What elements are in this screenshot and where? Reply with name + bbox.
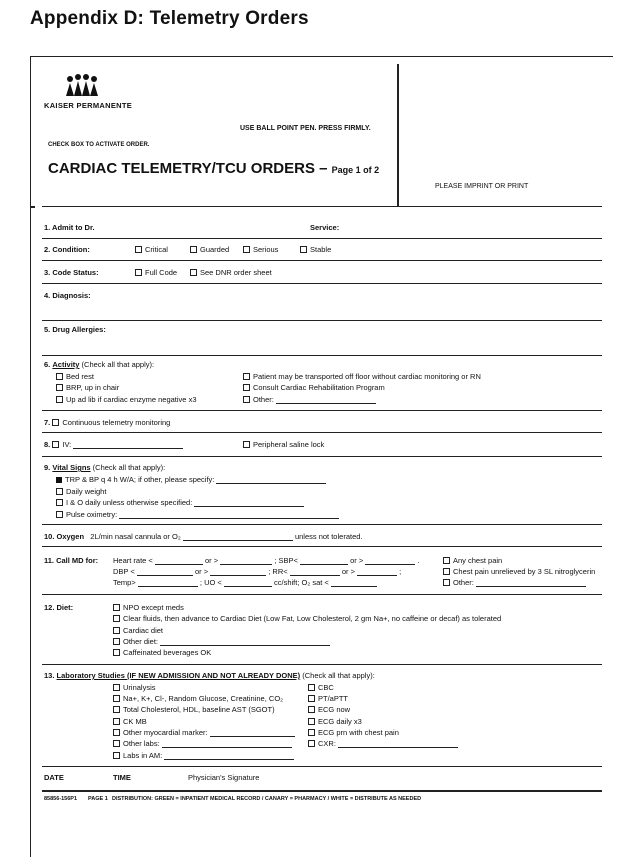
kaiser-logo-icon bbox=[62, 74, 102, 96]
diet-caffeine[interactable]: Caffeinated beverages OK bbox=[113, 648, 211, 657]
s4-label: 4. Diagnosis: bbox=[44, 291, 91, 300]
call-md-chest-pain[interactable]: Any chest pain bbox=[443, 556, 502, 565]
code-full[interactable]: Full Code bbox=[135, 268, 177, 277]
lab-lytes[interactable]: Na+, K+, Cl-, Random Glucose, Creatinine, CO₂ bbox=[113, 694, 283, 703]
rule bbox=[42, 432, 602, 433]
s11-label: 11. Call MD for: bbox=[44, 556, 99, 565]
rule bbox=[42, 790, 602, 792]
appendix-title: Appendix D: Telemetry Orders bbox=[30, 8, 309, 29]
s3-label: 3. Code Status: bbox=[44, 268, 99, 277]
diet-npo[interactable]: NPO except meds bbox=[113, 603, 184, 612]
footer-page: PAGE 1 bbox=[88, 796, 108, 802]
code-dnr[interactable]: See DNR order sheet bbox=[190, 268, 272, 277]
rule bbox=[42, 283, 602, 284]
s11-row1: Heart rate < or > ; SBP< or > . bbox=[113, 556, 420, 565]
rule bbox=[42, 410, 602, 411]
side-tick bbox=[30, 206, 35, 208]
activity-transport[interactable]: Patient may be transported off floor without cardiac monitoring or RN bbox=[243, 372, 481, 381]
lab-ck-mb[interactable]: CK MB bbox=[113, 717, 147, 726]
condition-stable[interactable]: Stable bbox=[300, 245, 331, 254]
s13-header: 13. Laboratory Studies (IF NEW ADMISSION AND NOT ALREADY DONE) (Check all that apply): bbox=[44, 671, 375, 680]
footer-form-code: 85856-156P1 bbox=[44, 796, 78, 802]
s8-saline-lock[interactable]: Peripheral saline lock bbox=[243, 440, 324, 449]
activity-ad-lib[interactable]: Up ad lib if cardiac enzyme negative x3 bbox=[56, 395, 197, 404]
diet-other[interactable]: Other diet: bbox=[113, 637, 330, 646]
call-md-unrelieved[interactable]: Chest pain unrelieved by 3 SL nitroglycerin bbox=[443, 567, 595, 576]
pen-instruction: USE BALL POINT PEN. PRESS FIRMLY. bbox=[240, 125, 371, 132]
title-dash: – bbox=[319, 160, 328, 177]
activity-bed-rest[interactable]: Bed rest bbox=[56, 372, 94, 381]
footer-signature: Physician's Signature bbox=[188, 773, 260, 782]
rule bbox=[42, 664, 602, 665]
condition-serious[interactable]: Serious bbox=[243, 245, 278, 254]
vitals-io[interactable]: I & O daily unless otherwise specified: bbox=[56, 498, 304, 507]
lab-ecg-now[interactable]: ECG now bbox=[308, 705, 350, 714]
s1-label: 1. Admit to Dr. bbox=[44, 223, 95, 232]
s12-label: 12. Diet: bbox=[44, 603, 74, 612]
activity-other[interactable]: Other: bbox=[243, 395, 376, 404]
rule bbox=[42, 238, 602, 239]
rule bbox=[42, 594, 602, 595]
condition-critical[interactable]: Critical bbox=[135, 245, 168, 254]
rule bbox=[42, 320, 602, 321]
imprint-label: PLEASE IMPRINT OR PRINT bbox=[435, 183, 529, 190]
condition-guarded[interactable]: Guarded bbox=[190, 245, 229, 254]
rule bbox=[42, 206, 602, 207]
s11-row2: DBP < or > ; RR< or > ; bbox=[113, 567, 402, 576]
check-instruction: CHECK BOX TO ACTIVATE ORDER. bbox=[48, 142, 150, 148]
s9-header: 9. Vital Signs (Check all that apply): bbox=[44, 463, 166, 472]
s6-header: 6. Activity (Check all that apply): bbox=[44, 360, 155, 369]
call-md-other[interactable]: Other: bbox=[443, 578, 586, 587]
footer-date: DATE bbox=[44, 773, 64, 782]
org-name: KAISER PERMANENTE bbox=[44, 101, 133, 110]
vitals-weight[interactable]: Daily weight bbox=[56, 487, 106, 496]
lab-other-marker[interactable]: Other myocardial marker: bbox=[113, 728, 295, 737]
lab-cbc[interactable]: CBC bbox=[308, 683, 334, 692]
s5-label: 5. Drug Allergies: bbox=[44, 325, 106, 334]
lab-ecg-daily[interactable]: ECG daily x3 bbox=[308, 717, 362, 726]
lab-pt[interactable]: PT/aPTT bbox=[308, 694, 348, 703]
title-text: CARDIAC TELEMETRY/TCU ORDERS bbox=[48, 160, 315, 177]
header-divider bbox=[397, 64, 399, 206]
diet-cardiac[interactable]: Cardiac diet bbox=[113, 626, 163, 635]
page-label: Page 1 of 2 bbox=[331, 165, 380, 175]
s10-oxygen: 10. Oxygen 2L/min nasal cannula or O₂ unless not tolerated. bbox=[44, 532, 363, 541]
s2-label: 2. Condition: bbox=[44, 245, 90, 254]
rule bbox=[42, 546, 602, 547]
rule bbox=[42, 456, 602, 457]
s8-iv[interactable]: 8. IV: bbox=[44, 440, 183, 449]
rule bbox=[42, 524, 602, 525]
rule bbox=[42, 766, 602, 767]
lab-am[interactable]: Labs in AM: bbox=[113, 751, 294, 760]
vitals-pulse-ox[interactable]: Pulse oximetry: bbox=[56, 510, 339, 519]
lab-other-labs[interactable]: Other labs: bbox=[113, 739, 292, 748]
s11-row3: Temp> ; UO < cc/shift; O₂ sat < bbox=[113, 578, 377, 587]
vitals-trp[interactable]: TRP & BP q 4 h W/A; if other, please specify: bbox=[56, 475, 326, 484]
lab-urinalysis[interactable]: Urinalysis bbox=[113, 683, 156, 692]
lab-ecg-prn[interactable]: ECG prn with chest pain bbox=[308, 728, 399, 737]
rule bbox=[42, 260, 602, 261]
lab-cxr[interactable]: CXR: bbox=[308, 739, 458, 748]
footer-distribution: DISTRIBUTION: GREEN = INPATIENT MEDICAL RECORD / CANARY = PHARMACY / WHITE = DISTRIBUTE AS NEEDED bbox=[112, 796, 422, 802]
lab-cholesterol[interactable]: Total Cholesterol, HDL, baseline AST (SGOT) bbox=[113, 705, 275, 714]
activity-consult[interactable]: Consult Cardiac Rehabilitation Program bbox=[243, 383, 385, 392]
activity-brp[interactable]: BRP, up in chair bbox=[56, 383, 119, 392]
rule bbox=[42, 355, 602, 356]
s1-service: Service: bbox=[310, 223, 340, 232]
footer-time: TIME bbox=[113, 773, 131, 782]
form-title bbox=[48, 160, 379, 177]
s7-telemetry[interactable]: 7. Continuous telemetry monitoring bbox=[44, 418, 171, 427]
diet-clear-fluids[interactable]: Clear fluids, then advance to Cardiac Diet (Low Fat, Low Cholesterol, 2 gm Na+, no caffeine or decaf) as tolerated bbox=[113, 614, 501, 623]
